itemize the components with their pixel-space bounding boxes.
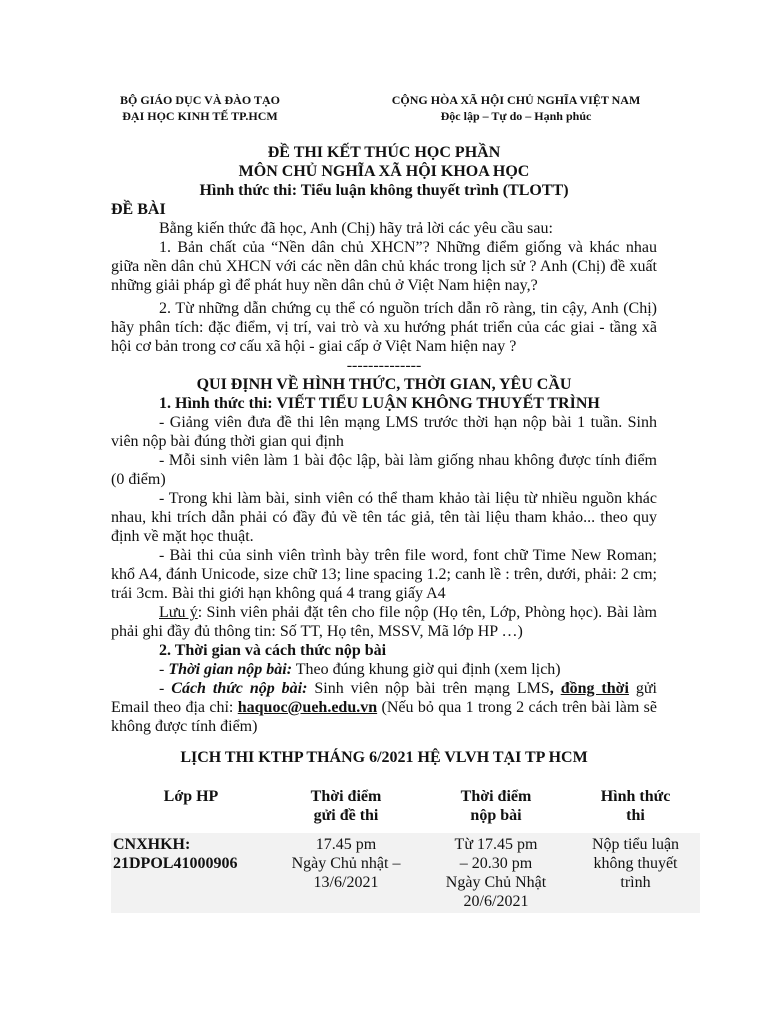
submission-method-text: Sinh viên nộp bài trên mạng LMS: [307, 680, 550, 697]
exam-format: Hình thức thi: Tiểu luận không thuyết trình (TLOTT): [199, 182, 569, 199]
rule-item: - Mỗi sinh viên làm 1 bài độc lập, bài làm giống nhau không được tính điểm (0 điểm): [111, 452, 657, 488]
submission-method-text-2: gửi Email theo địa chỉ:: [111, 680, 658, 716]
note-label: Lưu ý: [159, 604, 198, 621]
schedule-table: [111, 787, 700, 913]
question-1: 1. Bản chất của “Nền dân chủ XHCN”? Những điểm giống và khác nhau giữa nền dân chủ XHCN với các nền dân chủ khác trong lịch sử ? Anh (Chị) đề xuất những giải pháp gì để phát huy nền dân chủ ở Việt Nam hiện nay,?: [111, 239, 657, 294]
email-link[interactable]: haquoc@ueh.edu.vn: [237, 699, 378, 716]
header-class: Lớp HP: [163, 788, 219, 805]
question-2: 2. Từ những dẫn chứng cụ thể có nguồn trích dẫn rõ ràng, tin cậy, Anh (Chị) hãy phân tích: đặc điểm, vị trí, vai trò và xu hướng phát triển của các giai - tầng xã hội cơ bản trong cơ cấu xã hội - giai cấp ở Việt Nam hiện nay ?: [111, 300, 657, 355]
rule-item: - Trong khi làm bài, sinh viên có thể tham khảo tài liệu từ nhiều nguồn khác nhau, khi trích dẫn phải có đầy đủ về tên tác giả, tên tài liệu tham khảo... theo quy định về mặt học thuật.: [111, 490, 657, 545]
university-name: ĐẠI HỌC KINH TẾ TP.HCM: [122, 109, 278, 123]
schedule-title: LỊCH THI KTHP THÁNG 6/2021 HỆ VLVH TẠI TP HCM: [180, 749, 588, 766]
submission-time-label: Thời gian nộp bài:: [168, 661, 293, 678]
exam-title: ĐỀ THI KẾT THÚC HỌC PHẦN: [267, 144, 501, 161]
submission-method: - Cách thức nộp bài: Sinh viên nộp bài trên mạng LMS, đồng thời gửi Email theo địa chỉ: haquoc@ueh.edu.vn (Nếu bỏ qua 1 trong 2 cách trên bài làm sẽ không được tính điểm): [111, 680, 658, 735]
divider: --------------: [346, 357, 422, 374]
subject-title: MÔN CHỦ NGHĨA XÃ HỘI KHOA HỌC: [238, 163, 530, 180]
ministry-header: [100, 92, 300, 124]
rules-heading: QUI ĐỊNH VỀ HÌNH THỨC, THỜI GIAN, YÊU CẦU: [196, 376, 572, 393]
header-send-time: Thời điểm gửi đề thi: [310, 788, 382, 824]
submission-method-label: Cách thức nộp bài:: [171, 680, 308, 697]
submission-method-text-3: (Nếu bỏ qua 1 trong 2 cách trên bài làm sẽ không được tính điểm): [111, 699, 658, 735]
cell-submit-time: Từ 17.45 pm – 20.30 pm Ngày Chủ Nhật 20/6/2021: [421, 833, 571, 913]
header-submit-time: Thời điểm nộp bài: [460, 788, 532, 824]
rule-item: - Bài thi của sinh viên trình bày trên file word, font chữ Time New Roman; khổ A4, đánh Unicode, size chữ 13; line spacing 1.2; canh lề : trên, dưới, phải: 2 cm; trái 3cm. Bài thi giới hạn không quá 4 trang giấy A4: [111, 547, 657, 602]
submission-method-emphasis: đồng thời: [560, 680, 629, 697]
rule-item: - Giảng viên đưa đề thi lên mạng LMS trước thời hạn nộp bài 1 tuần. Sinh viên nộp bài đúng thời gian qui định: [111, 414, 657, 450]
submission-method-comma: ,: [549, 680, 561, 697]
header-exam-form: Hình thức thi: [600, 788, 671, 824]
document-body: [111, 143, 657, 777]
de-bai-intro: Bằng kiến thức đã học, Anh (Chị) hãy trả lời các yêu cầu sau:: [159, 220, 553, 237]
cell-send-time: 17.45 pm Ngày Chủ nhật – 13/6/2021: [271, 833, 421, 913]
section-2-title: 2. Thời gian và cách thức nộp bài: [159, 642, 387, 659]
national-motto: Độc lập – Tự do – Hạnh phúc: [440, 109, 592, 123]
national-header: [368, 92, 664, 124]
schedule-header-row: [111, 787, 700, 833]
cell-exam-form: Nộp tiểu luận không thuyết trình: [571, 833, 700, 913]
country-name: CỘNG HÒA XÃ HỘI CHỦ NGHĨA VIỆT NAM: [391, 93, 641, 107]
note-text: : Sinh viên phải đặt tên cho file nộp (Họ tên, Lớp, Phòng học). Bài làm phải ghi đầy đủ thông tin: Số TT, Họ tên, MSSV, Mã lớp HP …): [111, 604, 657, 640]
section-1-title: 1. Hình thức thi: VIẾT TIỂU LUẬN KHÔNG THUYẾT TRÌNH: [159, 395, 600, 412]
submission-time-text: Theo đúng khung giờ qui định (xem lịch): [292, 661, 561, 678]
note-paragraph: [111, 603, 657, 641]
cell-class-code: CNXHKH: 21DPOL41000906: [111, 833, 271, 913]
ministry-name: BỘ GIÁO DỤC VÀ ĐÀO TẠO: [120, 93, 280, 107]
submission-time: - Thời gian nộp bài: Theo đúng khung giờ qui định (xem lịch): [159, 661, 561, 678]
de-bai-heading: ĐỀ BÀI: [111, 201, 166, 218]
table-row: [111, 833, 700, 913]
